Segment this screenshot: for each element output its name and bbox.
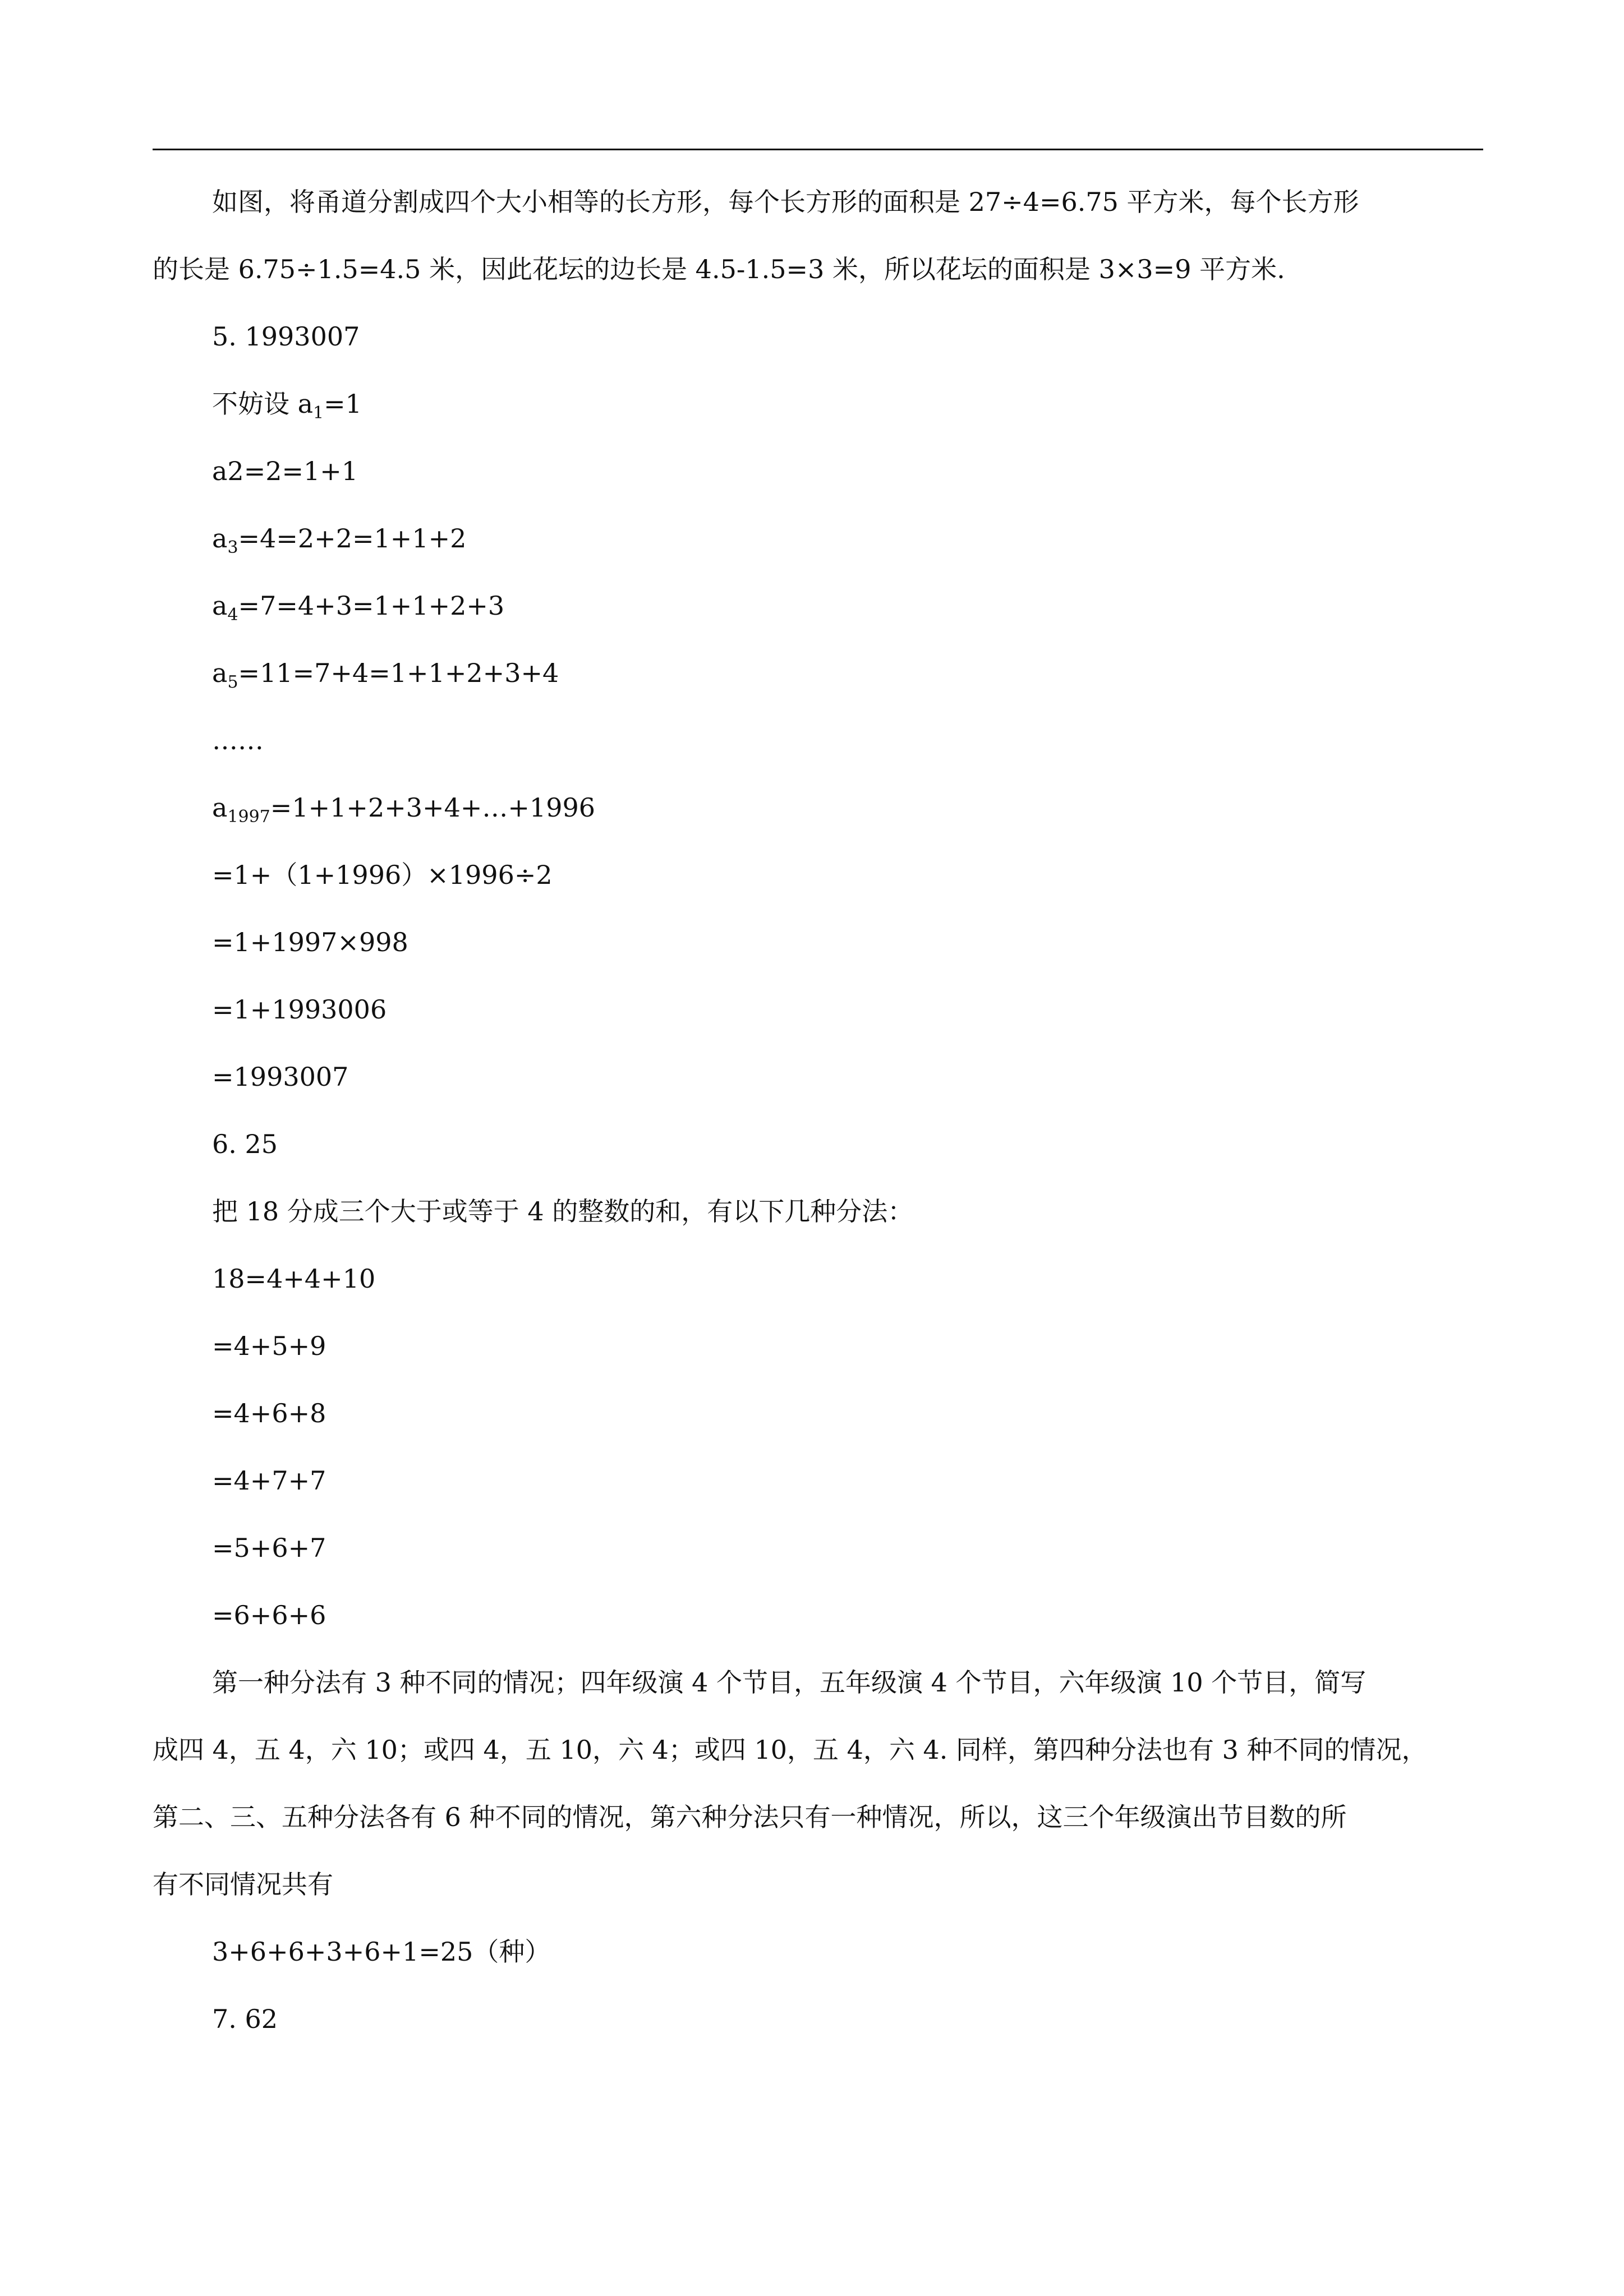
answer-6-explain-line-4: 有不同情况共有	[153, 1869, 333, 1899]
answer-6-split-4: =4+7+7	[212, 1465, 326, 1496]
a1997-prefix: a	[212, 792, 228, 823]
answer-6-split-3: =4+6+8	[212, 1398, 326, 1428]
a3-suffix: =4=2+2=1+1+2	[238, 523, 467, 554]
answer-6-split-5: =5+6+7	[212, 1533, 326, 1563]
answer-6-explain-line-2: 成四 4，五 4，六 10；或四 4，五 10，六 4；或四 10，五 4，六 4. 同样，第四种分法也有 3 种不同的情况，	[153, 1735, 1428, 1765]
paragraph-1-line-1: 如图，将甬道分割成四个大小相等的长方形，每个长方形的面积是 27÷4=6.75 平方米，每个长方形	[212, 187, 1359, 217]
header-rule	[153, 149, 1483, 150]
answer-5-step-2: =1+1997×998	[212, 927, 408, 957]
a1997-subscript: 1997	[227, 807, 270, 827]
answer-6-title: 6. 25	[212, 1129, 278, 1159]
answer-5-ellipsis: ……	[212, 725, 264, 755]
answer-6-total: 3+6+6+3+6+1=25（种）	[212, 1937, 551, 1967]
intro-suffix: =1	[324, 389, 362, 419]
a4-prefix: a	[212, 591, 228, 621]
answer-5-step-4: =1993007	[212, 1062, 349, 1092]
paragraph-1-line-2: 的长是 6.75÷1.5=4.5 米，因此花坛的边长是 4.5-1.5=3 米，所以花坛的面积是 3×3=9 平方米.	[153, 254, 1285, 284]
answer-7-title: 7. 62	[212, 2004, 278, 2034]
answer-6-intro: 把 18 分成三个大于或等于 4 的整数的和，有以下几种分法：	[212, 1196, 914, 1227]
answer-5-a3	[212, 505, 1483, 572]
a3-subscript: 3	[227, 538, 238, 557]
answer-6-explain-line-1: 第一种分法有 3 种不同的情况；四年级演 4 个节目，五年级演 4 个节目，六年级演 10 个节目，简写	[212, 1667, 1367, 1698]
a5-subscript: 5	[227, 672, 238, 692]
intro-prefix: 不妨设 a	[212, 389, 314, 419]
answer-5-a4	[212, 572, 1483, 639]
answer-6-explain-line-3: 第二、三、五种分法各有 6 种不同的情况，第六种分法只有一种情况，所以，这三个年级演出节目数的所	[153, 1802, 1347, 1832]
answer-5-a1997	[212, 774, 1483, 841]
a4-subscript: 4	[227, 605, 238, 625]
answer-5-title: 5. 1993007	[212, 321, 360, 352]
a4-suffix: =7=4+3=1+1+2+3	[238, 591, 505, 621]
answer-6-split-6: =6+6+6	[212, 1600, 326, 1630]
document-body	[153, 168, 1483, 2053]
answer-5-a2: a2=2=1+1	[212, 456, 358, 486]
a5-suffix: =11=7+4=1+1+2+3+4	[238, 658, 559, 688]
answer-6-split-1: 18=4+4+10	[212, 1264, 376, 1294]
answer-5-step-3: =1+1993006	[212, 994, 387, 1025]
a5-prefix: a	[212, 658, 228, 688]
a1997-suffix: =1+1+2+3+4+…+1996	[270, 792, 595, 823]
answer-6-split-2: =4+5+9	[212, 1331, 326, 1361]
answer-5-step-1: =1+（1+1996）×1996÷2	[212, 860, 553, 890]
answer-5-intro	[212, 370, 1483, 437]
answer-5-a5	[212, 639, 1483, 707]
intro-subscript: 1	[313, 403, 324, 423]
a3-prefix: a	[212, 523, 228, 554]
